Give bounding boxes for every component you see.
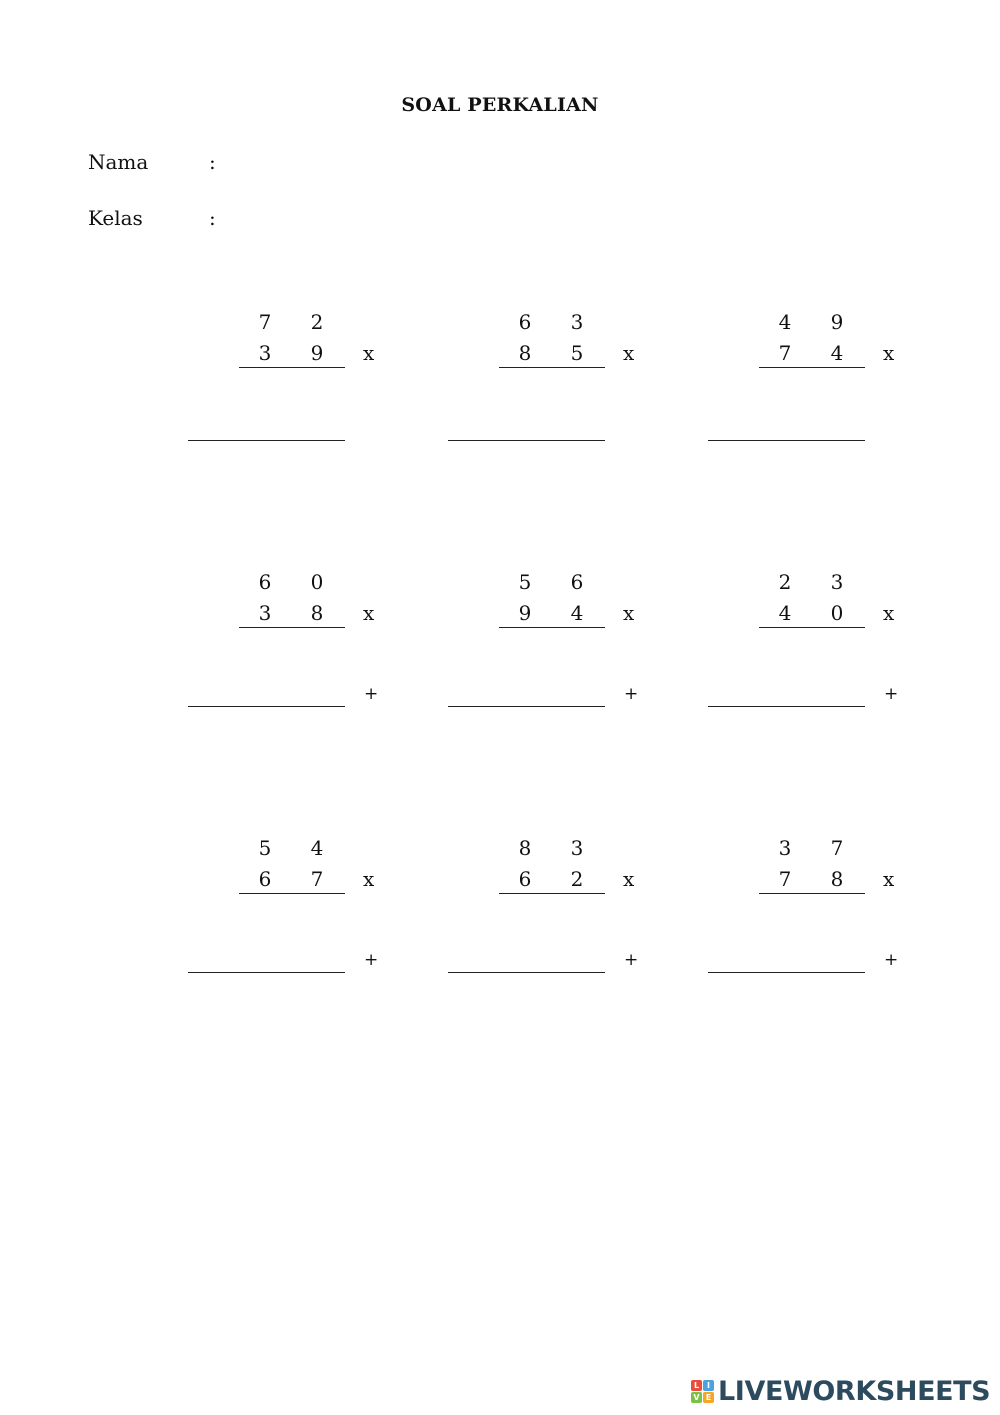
top-ones-digit: 9 xyxy=(830,310,844,334)
multiplier-underline xyxy=(239,893,345,894)
liveworksheets-logo-icon xyxy=(691,1380,714,1403)
partial-product-line xyxy=(188,972,345,973)
bottom-ones-digit: 8 xyxy=(830,867,844,891)
partial-product-line xyxy=(448,972,605,973)
partial-product-line xyxy=(708,706,865,707)
top-tens-digit: 4 xyxy=(778,310,792,334)
logo-letter-v: V xyxy=(691,1392,702,1403)
bottom-tens-digit: 7 xyxy=(778,867,792,891)
top-ones-digit: 4 xyxy=(310,836,324,860)
top-tens-digit: 6 xyxy=(258,570,272,594)
multiplication-problem xyxy=(448,308,688,488)
bottom-ones-digit: 9 xyxy=(310,341,324,365)
multiplication-problem xyxy=(188,834,428,1014)
partial-product-line xyxy=(188,440,345,441)
name-label: Nama xyxy=(88,150,149,174)
bottom-tens-digit: 7 xyxy=(778,341,792,365)
liveworksheets-watermark xyxy=(691,1374,990,1408)
top-ones-digit: 6 xyxy=(570,570,584,594)
partial-product-line xyxy=(188,706,345,707)
page-title: SOAL PERKALIAN xyxy=(401,94,599,116)
plus-sign: + xyxy=(364,950,379,970)
plus-sign: + xyxy=(884,950,899,970)
top-ones-digit: 3 xyxy=(570,836,584,860)
multiply-sign: x xyxy=(883,601,895,625)
multiplication-problem xyxy=(708,568,948,748)
plus-sign: + xyxy=(624,684,639,704)
bottom-tens-digit: 8 xyxy=(518,341,532,365)
class-colon: : xyxy=(209,206,216,230)
top-tens-digit: 7 xyxy=(258,310,272,334)
multiply-sign: x xyxy=(363,341,375,365)
multiplier-underline xyxy=(499,367,605,368)
multiply-sign: x xyxy=(623,341,635,365)
top-ones-digit: 3 xyxy=(830,570,844,594)
partial-product-line xyxy=(448,440,605,441)
plus-sign: + xyxy=(624,950,639,970)
bottom-ones-digit: 2 xyxy=(570,867,584,891)
bottom-tens-digit: 4 xyxy=(778,601,792,625)
bottom-tens-digit: 6 xyxy=(518,867,532,891)
multiplier-underline xyxy=(239,367,345,368)
multiplier-underline xyxy=(759,627,865,628)
multiplication-problem xyxy=(188,308,428,488)
top-tens-digit: 5 xyxy=(258,836,272,860)
multiplication-problem xyxy=(188,568,428,748)
multiplier-underline xyxy=(759,367,865,368)
multiplier-underline xyxy=(499,893,605,894)
multiply-sign: x xyxy=(883,341,895,365)
partial-product-line xyxy=(708,972,865,973)
partial-product-line xyxy=(708,440,865,441)
multiplier-underline xyxy=(759,893,865,894)
bottom-ones-digit: 5 xyxy=(570,341,584,365)
logo-letter-e: E xyxy=(703,1392,714,1403)
top-tens-digit: 3 xyxy=(778,836,792,860)
plus-sign: + xyxy=(364,684,379,704)
multiplier-underline xyxy=(239,627,345,628)
top-tens-digit: 2 xyxy=(778,570,792,594)
plus-sign: + xyxy=(884,684,899,704)
logo-letter-i: I xyxy=(703,1380,714,1391)
multiply-sign: x xyxy=(883,867,895,891)
multiply-sign: x xyxy=(623,601,635,625)
liveworksheets-logo-text: LIVEWORKSHEETS xyxy=(718,1375,991,1407)
top-ones-digit: 7 xyxy=(830,836,844,860)
multiplication-problem xyxy=(708,308,948,488)
multiply-sign: x xyxy=(363,601,375,625)
name-colon: : xyxy=(209,150,216,174)
multiplication-problem xyxy=(708,834,948,1014)
bottom-ones-digit: 0 xyxy=(830,601,844,625)
bottom-tens-digit: 3 xyxy=(258,601,272,625)
top-tens-digit: 6 xyxy=(518,310,532,334)
multiplication-problem xyxy=(448,568,688,748)
bottom-ones-digit: 8 xyxy=(310,601,324,625)
logo-letter-l: L xyxy=(691,1380,702,1391)
top-tens-digit: 5 xyxy=(518,570,532,594)
bottom-ones-digit: 4 xyxy=(830,341,844,365)
multiplier-underline xyxy=(499,627,605,628)
top-ones-digit: 0 xyxy=(310,570,324,594)
class-label: Kelas xyxy=(88,206,143,230)
bottom-tens-digit: 6 xyxy=(258,867,272,891)
multiply-sign: x xyxy=(363,867,375,891)
top-tens-digit: 8 xyxy=(518,836,532,860)
bottom-ones-digit: 4 xyxy=(570,601,584,625)
bottom-tens-digit: 3 xyxy=(258,341,272,365)
top-ones-digit: 2 xyxy=(310,310,324,334)
top-ones-digit: 3 xyxy=(570,310,584,334)
bottom-tens-digit: 9 xyxy=(518,601,532,625)
bottom-ones-digit: 7 xyxy=(310,867,324,891)
multiplication-problem xyxy=(448,834,688,1014)
partial-product-line xyxy=(448,706,605,707)
multiply-sign: x xyxy=(623,867,635,891)
